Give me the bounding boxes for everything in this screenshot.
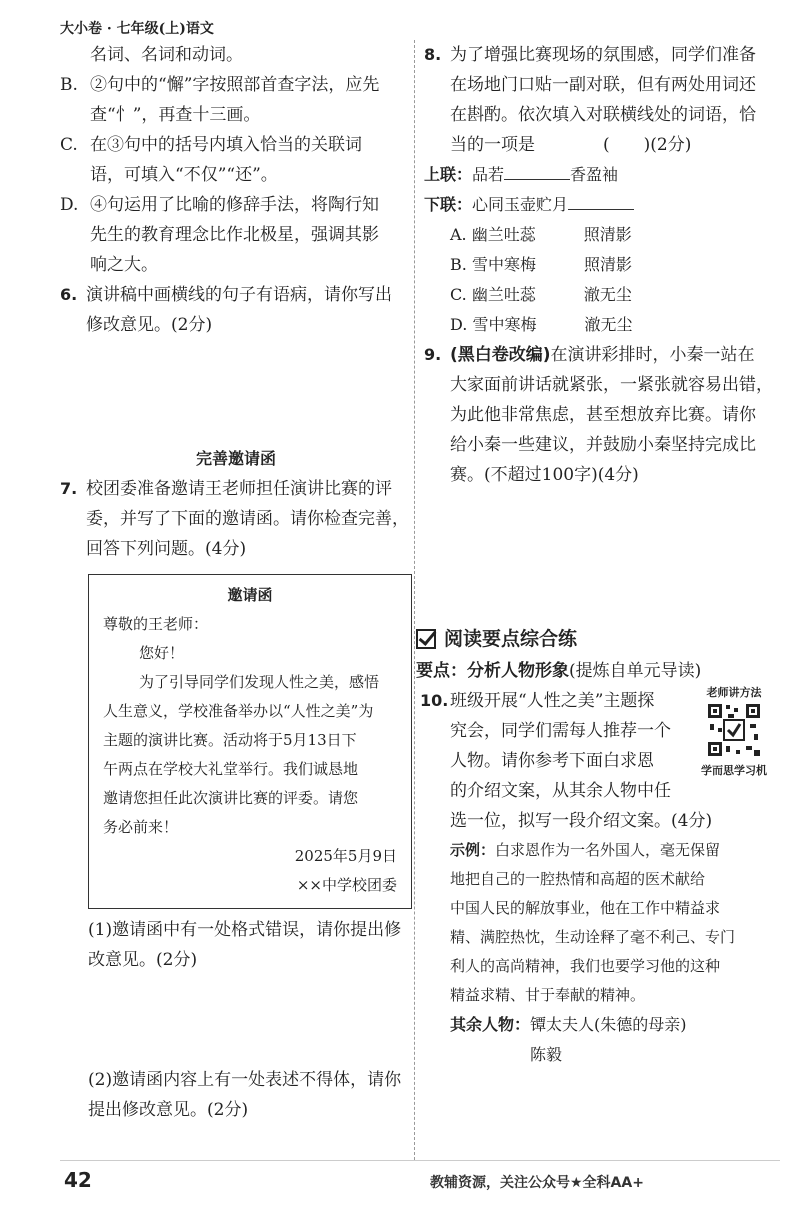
letter-salutation: 尊敬的王老师： [103, 615, 209, 633]
question-text: 大家面前讲话就紧张，一紧张就容易出错， [450, 375, 773, 395]
qr-caption-bottom: 学而思学习机 [701, 764, 767, 777]
question-text: 在斟酌。依次填入对联横线处的词语，恰 [450, 105, 756, 125]
example-line: 中国人民的解放事业，他在工作中精益求 [450, 899, 721, 917]
choice-word: 照清影 [583, 225, 632, 244]
qr-caption-top: 老师讲方法 [706, 686, 762, 699]
question-text: 为此他非常焦虑，甚至想放弃比赛。请你 [450, 405, 756, 425]
question-number: 9. [424, 345, 442, 364]
qr-code-block[interactable] [692, 686, 776, 778]
option-d [60, 190, 412, 280]
letter-body-line: 人生意义，学校准备举办以“人性之美”为 [103, 702, 374, 720]
example-label: 示例： [450, 841, 496, 859]
reading-section-header [416, 622, 776, 656]
choice-label: C. [450, 285, 467, 304]
choice-c[interactable] [424, 280, 776, 310]
example-line: 白求恩作为一名外国人，毫无保留 [495, 841, 721, 859]
question-text: 当的一项是 ( )(2分) [450, 135, 692, 155]
option-text: 查“忄”，再查十三画。 [90, 105, 261, 125]
option-text: ②句中的“懈”字按照部首查字法，应先 [90, 75, 380, 95]
letter-body-line: 为了引导同学们发现人性之美，感悟 [139, 673, 380, 691]
keypoint-label: 要点： [416, 661, 467, 681]
sub-question-text: (1)邀请函中有一处格式错误，请你提出修 [88, 920, 402, 940]
question-text: 给小秦一些建议，并鼓励小秦坚持完成比 [450, 435, 756, 455]
question-number: 8. [424, 45, 442, 64]
keypoint-note: (提炼自单元导读) [569, 661, 702, 681]
option-c [60, 130, 412, 190]
question-text: 选一位，拟写一段介绍文案。(4分) [450, 811, 713, 831]
question-6 [60, 280, 412, 340]
question-text: 在演讲彩排时，小秦一站在 [550, 345, 755, 365]
answer-space-6[interactable] [60, 340, 412, 444]
question-text: 回答下列问题。(4分) [86, 539, 247, 559]
question-text: 的介绍文案，从其余人物中任 [450, 781, 671, 801]
choice-word: 幽兰吐蕊 [471, 225, 536, 244]
option-text: 先生的教育理念比作北极星，强调其影 [90, 225, 379, 245]
option-label: B. [60, 75, 78, 95]
other-persons [450, 1010, 776, 1070]
choice-word: 雪中寒梅 [471, 255, 536, 274]
checkbox-icon [416, 629, 436, 649]
choice-label: A. [450, 225, 467, 244]
question-text: 演讲稿中画横线的句子有语病，请你写出 [86, 285, 392, 305]
answer-space-7-1[interactable] [60, 975, 412, 1065]
couplet-label: 上联： [424, 165, 473, 184]
question-10 [420, 686, 776, 1070]
right-column [416, 40, 776, 1070]
choice-word: 雪中寒梅 [472, 315, 537, 334]
couplet-blank[interactable] [568, 195, 634, 210]
couplet-text: 品若 [472, 165, 505, 184]
page-header: 大小卷 · 七年级(上)语文 [60, 21, 214, 37]
example-line: 精益求精、甘于奉献的精神。 [450, 986, 646, 1004]
choice-label: D. [450, 315, 468, 334]
sub-question-text: (2)邀请函内容上有一处表述不得体，请你 [88, 1070, 402, 1090]
choice-label: B. [450, 255, 467, 274]
option-b [60, 70, 412, 130]
choice-d[interactable] [424, 310, 776, 340]
choice-b[interactable] [424, 250, 776, 280]
answer-space-9[interactable] [424, 490, 776, 622]
letter-body-line: 午两点在学校大礼堂举行。我们诚恳地 [103, 760, 359, 778]
choice-word: 澈无尘 [584, 315, 633, 334]
sub-question-text: 提出修改意见。(2分) [88, 1100, 249, 1120]
others-label: 其余人物： [450, 1015, 531, 1034]
option-text: 响之大。 [90, 255, 158, 275]
example-line: 利人的高尚精神，我们也要学习他的这种 [450, 957, 721, 975]
option-label: C. [60, 135, 78, 155]
option-text: 语，可填入“不仅”“还”。 [90, 165, 278, 185]
other-person: 镡太夫人(朱德的母亲) [530, 1015, 687, 1034]
question-text: 委，并写了下面的邀请函。请你检查完善， [86, 509, 409, 529]
letter-body-line: 邀请您担任此次演讲比赛的评委。请您 [103, 789, 359, 807]
example-line: 地把自己的一腔热情和高超的医术献给 [450, 870, 706, 888]
question-text: 班级开展“人性之美”主题探 [450, 691, 655, 711]
sub-question-2 [60, 1065, 412, 1125]
question-number: 10. [420, 691, 449, 710]
letter-date: 2025年5月9日 [294, 847, 397, 865]
example-text [450, 836, 776, 1010]
footer-divider [60, 1160, 780, 1161]
couplet-blank[interactable] [504, 165, 570, 180]
couplet-label: 下联： [424, 195, 473, 214]
question-source-tag: (黑白卷改编) [450, 345, 551, 365]
letter-body-line: 务必前来！ [103, 818, 179, 836]
left-column [60, 40, 412, 1125]
keypoint [416, 656, 776, 686]
option-continuation: 名词、名词和动词。 [90, 45, 243, 65]
question-number: 6. [60, 285, 78, 304]
choice-word: 幽兰吐蕊 [471, 285, 536, 304]
reading-section-title: 阅读要点综合练 [444, 628, 578, 650]
letter-title: 邀请函 [227, 586, 273, 604]
letter-body-line: 主题的演讲比赛。活动将于5月13日下 [103, 731, 357, 749]
letter-greeting: 您好！ [139, 644, 185, 662]
column-divider [414, 40, 415, 1160]
sub-question-text: 改意见。(2分) [88, 950, 198, 970]
question-text: 在场地门口贴一副对联，但有两处用词还 [450, 75, 756, 95]
choice-a[interactable] [424, 220, 776, 250]
question-text: 校团委准备邀请王老师担任演讲比赛的评 [86, 479, 392, 499]
question-8 [424, 40, 776, 160]
couplet-text: 香盈袖 [570, 165, 619, 184]
choice-word: 澈无尘 [583, 285, 632, 304]
qr-code-icon[interactable] [706, 702, 762, 758]
couplet-text: 心同玉壶贮月 [472, 195, 569, 214]
couplet-upper [424, 160, 776, 190]
letter-signer: ××中学校团委 [296, 876, 397, 894]
question-text: 究会，同学们需每人推荐一个 [450, 721, 671, 741]
keypoint-text: 分析人物形象 [467, 661, 569, 681]
question-text: 赛。(不超过100字)(4分) [450, 465, 639, 485]
question-text: 人物。请你参考下面白求恩 [450, 751, 654, 771]
invitation-letter-box [88, 574, 412, 909]
question-9 [424, 340, 776, 490]
footer-promo: 教辅资源，关注公众号★全科AA+ [430, 1175, 644, 1191]
other-person: 陈毅 [530, 1045, 563, 1064]
couplet-lower [424, 190, 776, 220]
question-text: 修改意见。(2分) [86, 315, 213, 335]
sub-question-1 [60, 915, 412, 975]
page-number: 42 [64, 1168, 92, 1192]
example-line: 精、满腔热忱，生动诠释了毫不利己、专门 [450, 928, 736, 946]
option-text: ④句运用了比喻的修辞手法，将陶行知 [90, 195, 379, 215]
question-number: 7. [60, 479, 78, 498]
question-text: 为了增强比赛现场的氛围感，同学们准备 [450, 45, 756, 65]
choice-word: 照清影 [583, 255, 632, 274]
option-text: 在③句中的括号内填入恰当的关联词 [90, 135, 362, 155]
section-title: 完善邀请函 [195, 449, 276, 468]
question-7 [60, 474, 412, 564]
option-label: D. [60, 195, 79, 215]
